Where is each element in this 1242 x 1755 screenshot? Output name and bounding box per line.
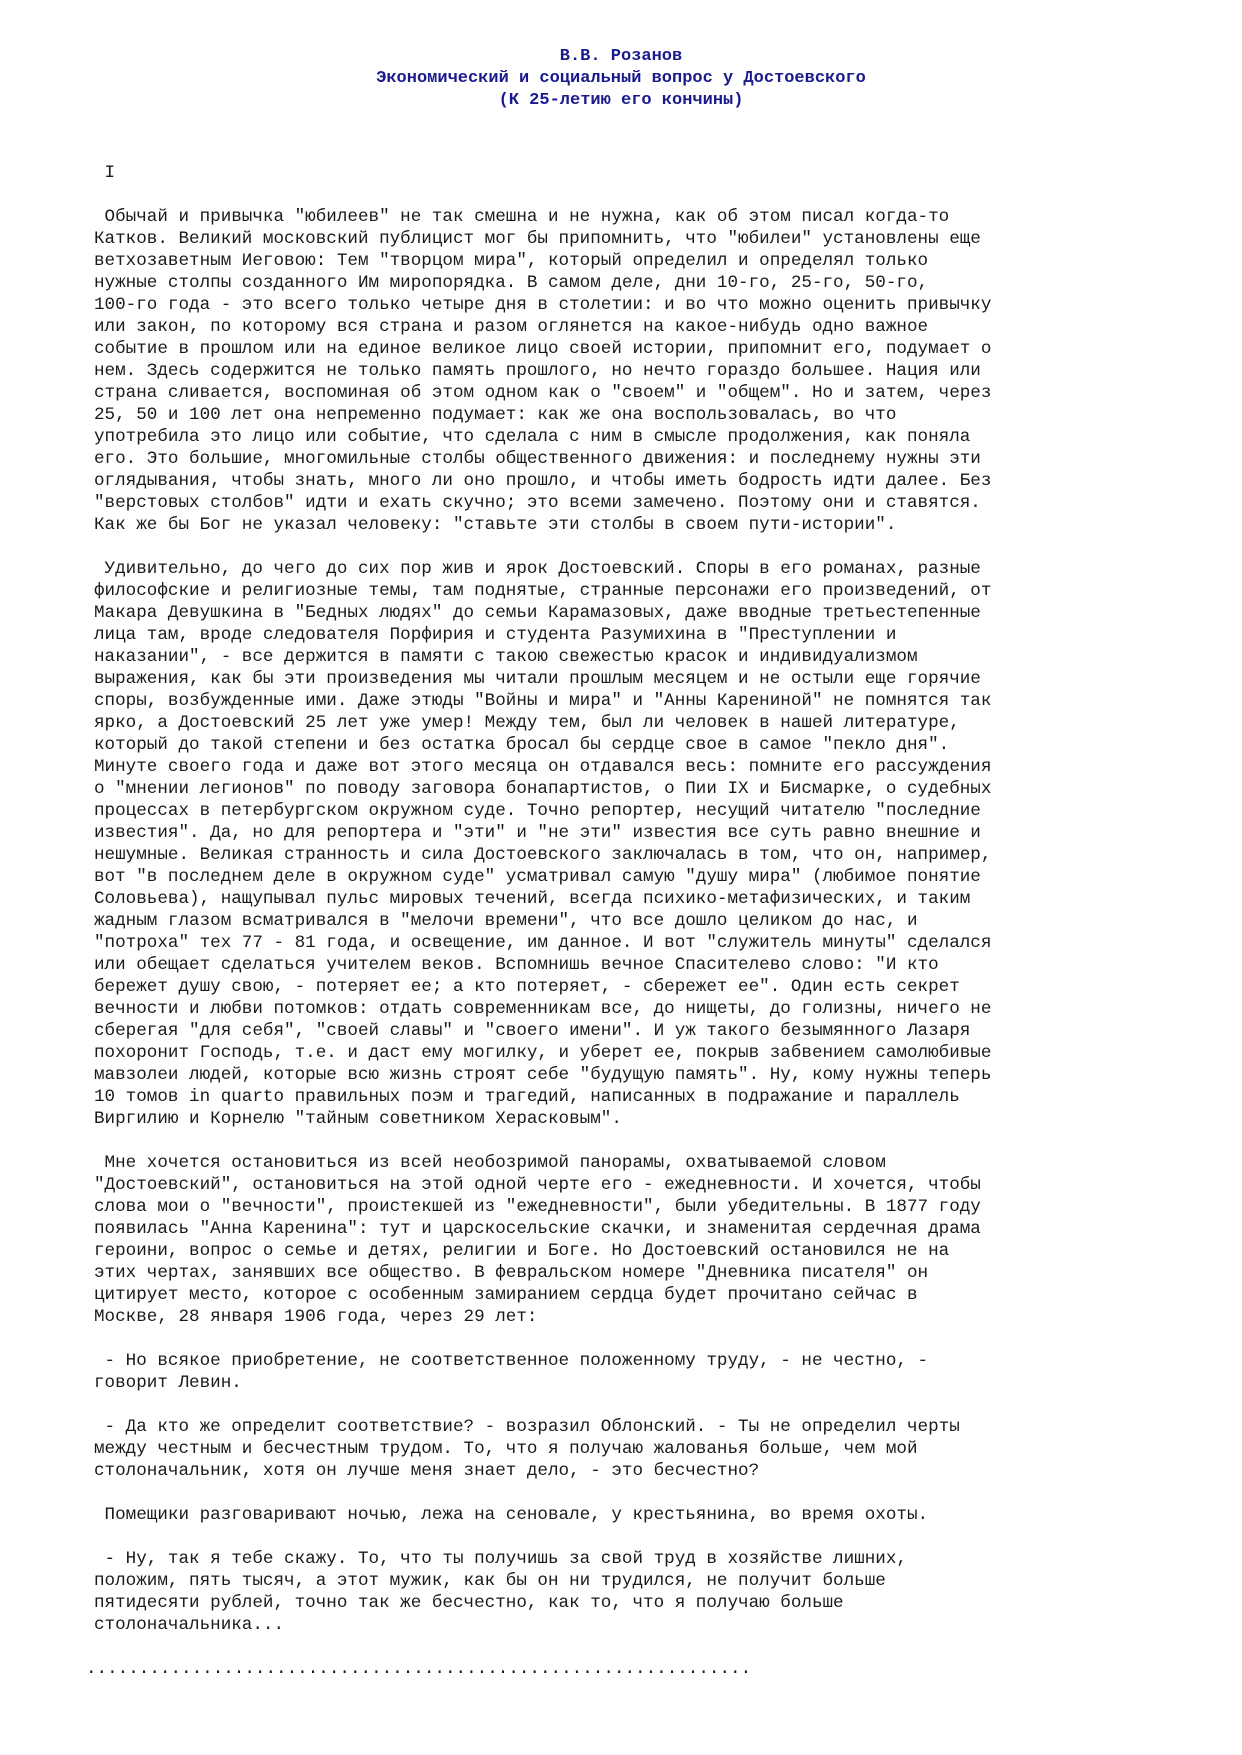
paragraph-gap [94, 536, 1164, 558]
text-line: о "мнении легионов" по поводу заговора бонапартистов, о Пии IX и Бисмарке, о судебных [94, 779, 992, 799]
text-line: столоначальника... [94, 1615, 285, 1635]
text-line: этих чертах, занявших все общество. В февральском номере "Дневника писателя" он [94, 1263, 929, 1283]
text-line: который до такой степени и без остатка бросал бы сердце свое в самое "пекло дня". [94, 735, 950, 755]
text-line: героини, вопрос о семье и детях, религии и Боге. Но Достоевский остановился не на [94, 1241, 950, 1261]
text-line: его. Это большие, многомильные столбы общественного движения: и последнему нужны эти [94, 449, 981, 469]
text-line: сберегая "для себя", "своей славы" и "своего имени". И уж такого безымянного Лазаря [94, 1021, 971, 1041]
paragraph-gap [94, 1130, 1164, 1152]
text-line: похоронит Господь, т.е. и даст ему могилку, и уберет ее, покрыв забвением самолюбивые [94, 1043, 992, 1063]
paragraph [94, 1152, 1164, 1328]
text-line: событие в прошлом или на единое великое лицо своей истории, припомнит его, подумает о [94, 339, 992, 359]
text-line: "верстовых столбов" идти и ехать скучно; это всеми замечено. Поэтому они и ставятся. [94, 493, 981, 513]
text-line: мавзолеи людей, которые всю жизнь строят себе "будущую память". Ну, кому нужны теперь [94, 1065, 992, 1085]
paragraph [94, 1504, 1164, 1526]
text-line: бережет душу свою, - потеряет ее; а кто потеряет, - сбережет ее". Один есть секрет [94, 977, 960, 997]
text-line: оглядывания, чтобы знать, много ли оно прошло, и чтобы иметь бодрость идти далее. Без [94, 471, 992, 491]
text-line: Как же бы Бог не указал человеку: "ставьте эти столбы в своем пути-истории". [94, 515, 897, 535]
text-line: "Достоевский", остановиться на этой одной черте его - ежедневности. И хочется, чтобы [94, 1175, 981, 1195]
text-line: жадным глазом всматривался в "мелочи времени", что все дошло целиком до нас, и [94, 911, 918, 931]
document-subtitle: (К 25-летию его кончины) [498, 91, 744, 110]
text-line: лица там, вроде следователя Порфирия и студента Разумихина в "Преступлении и [94, 625, 897, 645]
text-line: 10 томов in quarto правильных поэм и трагедий, написанных в подражание и параллель [94, 1087, 960, 1107]
text-line: ветхозаветным Иеговою: Тем "творцом мира", который определил и определял только [94, 251, 929, 271]
paragraph-gap [94, 1526, 1164, 1548]
text-line: употребила это лицо или событие, что сделала с ним в смысле продолжения, как поняла [94, 427, 971, 447]
text-line: 100-го года - это всего только четыре дня в столетии: и во что можно оценить привычку [94, 295, 992, 315]
text-line: - Но всякое приобретение, не соответственное положенному труду, - не честно, - [94, 1351, 929, 1371]
paragraph-gap [94, 1328, 1164, 1350]
paragraph [94, 206, 1164, 536]
text-line: Помещики разговаривают ночью, лежа на сеновале, у крестьянина, во время охоты. [94, 1505, 929, 1525]
text-line: - Ну, так я тебе скажу. То, что ты получишь за свой труд в хозяйстве лишних, [94, 1549, 907, 1569]
text-line: Мне хочется остановиться из всей необозримой панорамы, охватываемой словом [94, 1153, 886, 1173]
text-line: или обещает сделаться учителем веков. Вспомнишь вечное Спасителево слово: "И кто [94, 955, 939, 975]
text-line: цитирует место, которое с особенным замиранием сердца будет прочитано сейчас в [94, 1285, 918, 1305]
text-line: нешумные. Великая странность и сила Достоевского заключалась в том, что он, например, [94, 845, 992, 865]
paragraphs [94, 206, 1164, 1658]
document-header [0, 46, 1242, 112]
text-line: Макара Девушкина в "Бедных людях" до семьи Карамазовых, даже вводные третьестепенные [94, 603, 981, 623]
text-line: Удивительно, до чего до сих пор жив и ярок Достоевский. Споры в его романах, разные [94, 559, 981, 579]
text-line: между честным и бесчестным трудом. То, что я получаю жалованья больше, чем мой [94, 1439, 918, 1459]
author-name: В.В. Розанов [559, 47, 683, 66]
text-line: нужные столпы созданного Им миропорядка. В самом деле, дни 10-го, 25-го, 50-го, [94, 273, 929, 293]
text-line: вечности и любви потомков: отдать современникам все, до нищеты, до голизны, ничего не [94, 999, 992, 1019]
text-line: выражения, как бы эти произведения мы читали прошлым месяцем и не остыли еще горячие [94, 669, 981, 689]
text-line: Виргилию и Корнелю "тайным советником Херасковым". [94, 1109, 622, 1129]
text-line: Москве, 28 января 1906 года, через 29 лет: [94, 1307, 538, 1327]
text-line: процессах в петербургском окружном суде. Точно репортер, несущий читателю "последние [94, 801, 981, 821]
section-number: I [94, 163, 116, 183]
document-title: Экономический и социальный вопрос у Достоевского [376, 69, 866, 88]
paragraph [94, 1416, 1164, 1482]
paragraph-gap [94, 184, 1164, 206]
text-line: пятидесяти рублей, точно так же бесчестно, как то, что я получаю больше [94, 1593, 844, 1613]
text-line: страна сливается, воспоминая об этом одном как о "своем" и "общем". Но и затем, через [94, 383, 992, 403]
text-line: известия". Да, но для репортера и "эти" и "не эти" известия все суть равно внешние и [94, 823, 981, 843]
paragraph-gap [94, 1394, 1164, 1416]
text-line: философские и религиозные темы, там поднятые, странные персонажи его произведений, от [94, 581, 992, 601]
text-line: или закон, по которому вся страна и разом оглянется на какое-нибудь одно важное [94, 317, 929, 337]
paragraph [94, 1548, 1164, 1636]
ellipsis-line: ............................................................... [86, 1659, 752, 1679]
text-line: вот "в последнем деле в окружном суде" усматривал самую "душу мира" (любимое понятие [94, 867, 981, 887]
text-line: 25, 50 и 100 лет она непременно подумает: как же она воспользовалась, во что [94, 405, 897, 425]
text-line: Соловьева), нащупывал пульс мировых течений, всегда психико-метафизических, и таким [94, 889, 971, 909]
text-line: появилась "Анна Каренина": тут и царскосельские скачки, и знаменитая сердечная драма [94, 1219, 981, 1239]
paragraph-gap [94, 1482, 1164, 1504]
text-line: говорит Левин. [94, 1373, 242, 1393]
text-line: "потроха" тех 77 - 81 года, и освещение, им данное. И вот "служитель минуты" сделался [94, 933, 992, 953]
paragraph [94, 558, 1164, 1130]
text-line: нем. Здесь содержится не только память прошлого, но нечто гораздо большее. Нация или [94, 361, 981, 381]
text-line: ярко, а Достоевский 25 лет уже умер! Между тем, был ли человек в нашей литературе, [94, 713, 960, 733]
text-line: Минуте своего года и даже вот этого месяца он отдавался весь: помните его рассуждения [94, 757, 992, 777]
text-line: споры, возбужденные ими. Даже этюды "Войны и мира" и "Анны Карениной" не помнятся так [94, 691, 992, 711]
text-line: столоначальник, хотя он лучше меня знает дело, - это бесчестно? [94, 1461, 760, 1481]
paragraph [94, 1350, 1164, 1394]
text-line: - Да кто же определит соответствие? - возразил Облонский. - Ты не определил черты [94, 1417, 960, 1437]
document-body [86, 162, 1164, 1680]
text-line: наказании", - все держится в памяти с такою свежестью красок и индивидуализмом [94, 647, 918, 667]
text-line: положим, пять тысяч, а этот мужик, как бы он ни трудился, не получит больше [94, 1571, 886, 1591]
paragraph-gap [94, 1636, 1164, 1658]
text-line: Обычай и привычка "юбилеев" не так смешна и не нужна, как об этом писал когда-то [94, 207, 950, 227]
text-line: слова мои о "вечности", проистекшей из "ежедневности", были убедительны. В 1877 году [94, 1197, 981, 1217]
text-line: Катков. Великий московский публицист мог бы припомнить, что "юбилеи" установлены еще [94, 229, 981, 249]
